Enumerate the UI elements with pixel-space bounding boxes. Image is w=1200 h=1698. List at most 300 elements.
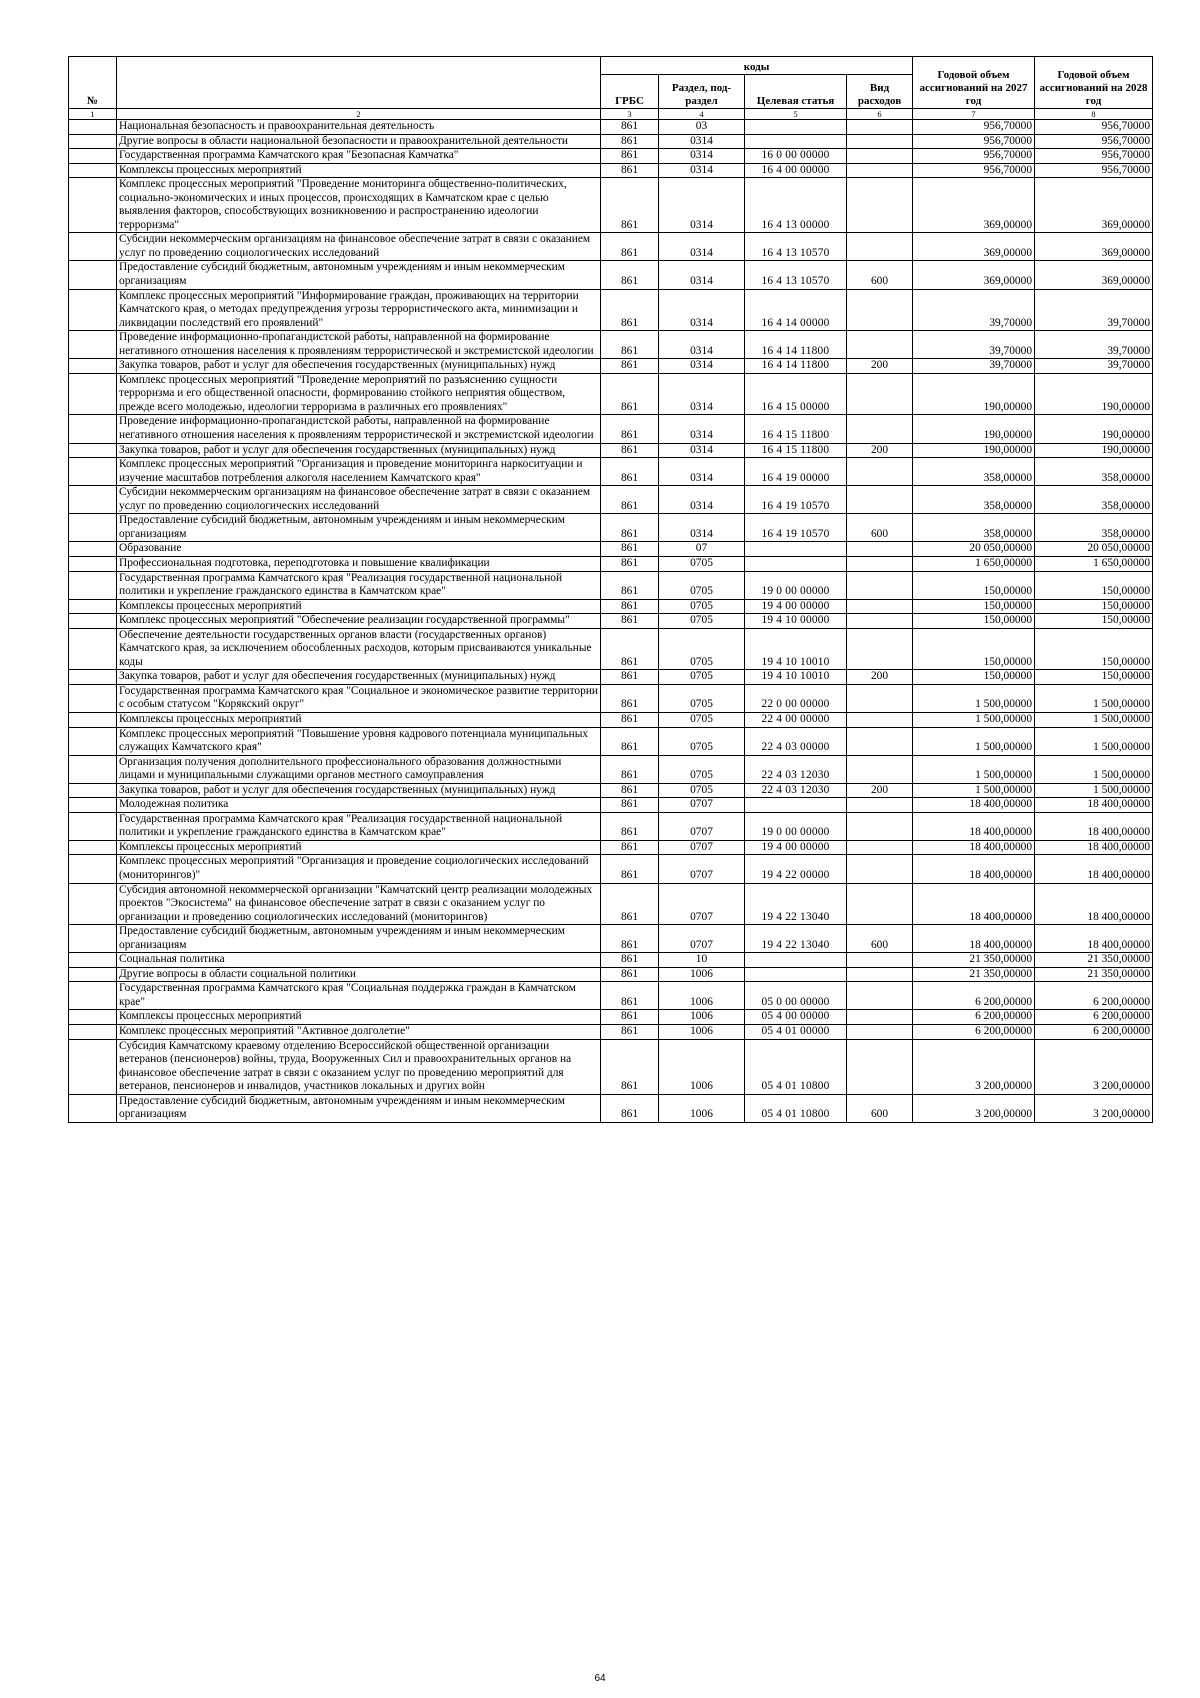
row-name-cell: Предоставление субсидий бюджетным, автономным учреждениям и иным некоммерческим организациям xyxy=(117,261,601,289)
target-article-cell: 05 4 01 00000 xyxy=(745,1025,847,1040)
grbs-cell: 861 xyxy=(601,812,659,840)
row-number-cell xyxy=(69,415,117,443)
amount-2027-cell: 190,00000 xyxy=(913,373,1035,415)
amount-2028-cell: 150,00000 xyxy=(1035,599,1153,614)
amount-2028-cell: 369,00000 xyxy=(1035,261,1153,289)
amount-2028-cell: 20 050,00000 xyxy=(1035,542,1153,557)
row-number-cell xyxy=(69,1039,117,1094)
target-article-cell: 16 4 15 11800 xyxy=(745,415,847,443)
expense-type-cell xyxy=(847,599,913,614)
grbs-cell: 861 xyxy=(601,556,659,571)
grbs-cell: 861 xyxy=(601,331,659,359)
header-target-article: Целевая статья xyxy=(745,75,847,109)
amount-2028-cell: 369,00000 xyxy=(1035,233,1153,261)
expense-type-cell xyxy=(847,542,913,557)
expense-type-cell xyxy=(847,556,913,571)
expense-type-cell xyxy=(847,486,913,514)
table-row xyxy=(69,783,1153,798)
amount-2027-cell: 18 400,00000 xyxy=(913,798,1035,813)
amount-2028-cell: 18 400,00000 xyxy=(1035,840,1153,855)
row-name-cell: Государственная программа Камчатского края "Социальное и экономическое развитие территории с особым статусом "Корякский округ" xyxy=(117,684,601,712)
table-row xyxy=(69,712,1153,727)
row-name-cell: Закупка товаров, работ и услуг для обеспечения государственных (муниципальных) нужд xyxy=(117,783,601,798)
section-cell: 0707 xyxy=(659,812,745,840)
grbs-cell: 861 xyxy=(601,134,659,149)
target-article-cell: 16 4 19 00000 xyxy=(745,458,847,486)
expense-type-cell: 200 xyxy=(847,783,913,798)
grbs-cell: 861 xyxy=(601,120,659,135)
grbs-cell: 861 xyxy=(601,486,659,514)
grbs-cell: 861 xyxy=(601,571,659,599)
amount-2027-cell: 358,00000 xyxy=(913,486,1035,514)
grbs-cell: 861 xyxy=(601,233,659,261)
row-name-cell: Образование xyxy=(117,542,601,557)
table-row xyxy=(69,883,1153,925)
section-cell: 0705 xyxy=(659,628,745,670)
amount-2028-cell: 369,00000 xyxy=(1035,178,1153,233)
row-name-cell: Молодежная политика xyxy=(117,798,601,813)
row-number-cell xyxy=(69,289,117,331)
section-cell: 0314 xyxy=(659,233,745,261)
amount-2028-cell: 190,00000 xyxy=(1035,443,1153,458)
row-number-cell xyxy=(69,359,117,374)
target-article-cell: 05 4 01 10800 xyxy=(745,1094,847,1122)
expense-type-cell xyxy=(847,812,913,840)
amount-2027-cell: 18 400,00000 xyxy=(913,883,1035,925)
amount-2027-cell: 21 350,00000 xyxy=(913,953,1035,968)
target-article-cell: 19 4 10 10010 xyxy=(745,670,847,685)
header-codes: коды xyxy=(601,57,913,75)
target-article-cell: 22 4 03 12030 xyxy=(745,755,847,783)
row-name-cell: Закупка товаров, работ и услуг для обеспечения государственных (муниципальных) нужд xyxy=(117,670,601,685)
table-row xyxy=(69,261,1153,289)
row-name-cell: Обеспечение деятельности государственных органов власти (государственных органов) Камчатского края, за исключением обособленных расходов, которым присваиваются уникальные коды xyxy=(117,628,601,670)
row-number-cell xyxy=(69,925,117,953)
amount-2027-cell: 6 200,00000 xyxy=(913,1025,1035,1040)
row-number-cell xyxy=(69,443,117,458)
target-article-cell: 16 4 00 00000 xyxy=(745,163,847,178)
expense-type-cell xyxy=(847,1010,913,1025)
amount-2027-cell: 39,70000 xyxy=(913,359,1035,374)
target-article-cell: 16 4 14 11800 xyxy=(745,359,847,374)
expense-type-cell xyxy=(847,614,913,629)
column-index: 5 xyxy=(745,109,847,120)
amount-2027-cell: 1 500,00000 xyxy=(913,783,1035,798)
amount-2027-cell: 1 500,00000 xyxy=(913,755,1035,783)
row-name-cell: Комплекс процессных мероприятий "Организация и проведение социологических исследований (мониторингов)" xyxy=(117,855,601,883)
table-row xyxy=(69,359,1153,374)
grbs-cell: 861 xyxy=(601,443,659,458)
expense-type-cell xyxy=(847,149,913,164)
row-number-cell xyxy=(69,178,117,233)
section-cell: 0314 xyxy=(659,289,745,331)
section-cell: 03 xyxy=(659,120,745,135)
section-cell: 1006 xyxy=(659,1010,745,1025)
header-year-2027: Годовой объем ассигнований на 2027 год xyxy=(913,57,1035,109)
grbs-cell: 861 xyxy=(601,359,659,374)
target-article-cell: 16 0 00 00000 xyxy=(745,149,847,164)
target-article-cell: 19 0 00 00000 xyxy=(745,812,847,840)
row-name-cell: Проведение информационно-пропагандистской работы, направленной на формирование негативного отношения населения к проявлениям террористической и экстремистской идеологии xyxy=(117,331,601,359)
section-cell: 0707 xyxy=(659,883,745,925)
amount-2028-cell: 358,00000 xyxy=(1035,486,1153,514)
amount-2027-cell: 150,00000 xyxy=(913,571,1035,599)
expense-type-cell xyxy=(847,415,913,443)
row-name-cell: Предоставление субсидий бюджетным, автономным учреждениям и иным некоммерческим организациям xyxy=(117,514,601,542)
row-name-cell: Предоставление субсидий бюджетным, автономным учреждениям и иным некоммерческим организациям xyxy=(117,925,601,953)
section-cell: 0314 xyxy=(659,514,745,542)
target-article-cell xyxy=(745,953,847,968)
grbs-cell: 861 xyxy=(601,855,659,883)
grbs-cell: 861 xyxy=(601,670,659,685)
grbs-cell: 861 xyxy=(601,1039,659,1094)
row-number-cell xyxy=(69,840,117,855)
column-index: 7 xyxy=(913,109,1035,120)
row-number-cell xyxy=(69,982,117,1010)
expense-type-cell xyxy=(847,755,913,783)
row-name-cell: Проведение информационно-пропагандистской работы, направленной на формирование негативного отношения населения к проявлениям террористической и экстремистской идеологии xyxy=(117,415,601,443)
amount-2027-cell: 6 200,00000 xyxy=(913,1010,1035,1025)
table-row xyxy=(69,599,1153,614)
amount-2028-cell: 956,70000 xyxy=(1035,134,1153,149)
amount-2028-cell: 1 500,00000 xyxy=(1035,712,1153,727)
expense-type-cell: 200 xyxy=(847,443,913,458)
section-cell: 0314 xyxy=(659,373,745,415)
grbs-cell: 861 xyxy=(601,614,659,629)
table-row xyxy=(69,134,1153,149)
amount-2027-cell: 39,70000 xyxy=(913,289,1035,331)
expense-type-cell xyxy=(847,571,913,599)
row-name-cell: Организация получения дополнительного профессионального образования должностными лицами и муниципальными служащими органов местного самоуправления xyxy=(117,755,601,783)
expense-type-cell xyxy=(847,883,913,925)
amount-2027-cell: 18 400,00000 xyxy=(913,812,1035,840)
expense-type-cell: 200 xyxy=(847,359,913,374)
target-article-cell: 16 4 13 00000 xyxy=(745,178,847,233)
section-cell: 0707 xyxy=(659,855,745,883)
row-number-cell xyxy=(69,670,117,685)
target-article-cell: 16 4 14 11800 xyxy=(745,331,847,359)
amount-2028-cell: 6 200,00000 xyxy=(1035,1010,1153,1025)
target-article-cell xyxy=(745,556,847,571)
target-article-cell: 16 4 15 11800 xyxy=(745,443,847,458)
section-cell: 0314 xyxy=(659,134,745,149)
row-number-cell xyxy=(69,120,117,135)
expense-type-cell xyxy=(847,712,913,727)
column-index: 8 xyxy=(1035,109,1153,120)
target-article-cell: 22 0 00 00000 xyxy=(745,684,847,712)
section-cell: 0314 xyxy=(659,261,745,289)
table-row xyxy=(69,727,1153,755)
amount-2028-cell: 1 500,00000 xyxy=(1035,727,1153,755)
budget-table xyxy=(68,56,1153,1123)
expense-type-cell xyxy=(847,134,913,149)
section-cell: 0314 xyxy=(659,458,745,486)
row-number-cell xyxy=(69,1010,117,1025)
expense-type-cell xyxy=(847,233,913,261)
row-name-cell: Профессиональная подготовка, переподготовка и повышение квалификации xyxy=(117,556,601,571)
row-name-cell: Комплексы процессных мероприятий xyxy=(117,840,601,855)
row-name-cell: Государственная программа Камчатского края "Реализация государственной национальной политики и укрепление гражданского единства в Камчатском крае" xyxy=(117,812,601,840)
expense-type-cell xyxy=(847,120,913,135)
amount-2027-cell: 150,00000 xyxy=(913,628,1035,670)
table-row xyxy=(69,178,1153,233)
row-number-cell xyxy=(69,755,117,783)
target-article-cell: 22 4 03 12030 xyxy=(745,783,847,798)
amount-2027-cell: 18 400,00000 xyxy=(913,855,1035,883)
row-name-cell: Комплекс процессных мероприятий "Обеспечение реализации государственной программы" xyxy=(117,614,601,629)
section-cell: 0705 xyxy=(659,614,745,629)
amount-2027-cell: 358,00000 xyxy=(913,458,1035,486)
row-name-cell: Субсидии некоммерческим организациям на финансовое обеспечение затрат в связи с оказанием услуг по проведению социологических исследований xyxy=(117,486,601,514)
amount-2027-cell: 1 500,00000 xyxy=(913,712,1035,727)
row-name-cell: Субсидия Камчатскому краевому отделению Всероссийской общественной организации ветеранов (пенсионеров) войны, труда, Вооруженных Сил и правоохранительных органов на финансовое обеспечение затрат в связи с оказанием услуг по проведению мероприятий для ветеранов, пенсионеров и инвалидов, участников локальных и других войн xyxy=(117,1039,601,1094)
grbs-cell: 861 xyxy=(601,925,659,953)
header-year-2028: Годовой объем ассигнований на 2028 год xyxy=(1035,57,1153,109)
row-number-cell xyxy=(69,373,117,415)
table-row xyxy=(69,840,1153,855)
row-name-cell: Национальная безопасность и правоохранительная деятельность xyxy=(117,120,601,135)
expense-type-cell: 600 xyxy=(847,514,913,542)
row-name-cell: Социальная политика xyxy=(117,953,601,968)
expense-type-cell: 600 xyxy=(847,1094,913,1122)
expense-type-cell xyxy=(847,163,913,178)
table-row xyxy=(69,331,1153,359)
grbs-cell: 861 xyxy=(601,967,659,982)
row-name-cell: Комплекс процессных мероприятий "Повышение уровня кадрового потенциала муниципальных служащих Камчатского края" xyxy=(117,727,601,755)
table-row xyxy=(69,1025,1153,1040)
amount-2028-cell: 18 400,00000 xyxy=(1035,855,1153,883)
table-row xyxy=(69,1010,1153,1025)
grbs-cell: 861 xyxy=(601,163,659,178)
table-row xyxy=(69,486,1153,514)
section-cell: 1006 xyxy=(659,982,745,1010)
row-name-cell: Государственная программа Камчатского края "Безопасная Камчатка" xyxy=(117,149,601,164)
row-number-cell xyxy=(69,556,117,571)
target-article-cell: 19 4 22 00000 xyxy=(745,855,847,883)
amount-2027-cell: 21 350,00000 xyxy=(913,967,1035,982)
row-number-cell xyxy=(69,855,117,883)
section-cell: 1006 xyxy=(659,1025,745,1040)
grbs-cell: 861 xyxy=(601,883,659,925)
table-row xyxy=(69,1039,1153,1094)
amount-2028-cell: 18 400,00000 xyxy=(1035,812,1153,840)
row-number-cell xyxy=(69,486,117,514)
target-article-cell: 19 0 00 00000 xyxy=(745,571,847,599)
amount-2028-cell: 358,00000 xyxy=(1035,458,1153,486)
expense-type-cell: 600 xyxy=(847,925,913,953)
section-cell: 0314 xyxy=(659,359,745,374)
target-article-cell xyxy=(745,542,847,557)
table-row xyxy=(69,1094,1153,1122)
target-article-cell: 19 4 10 00000 xyxy=(745,614,847,629)
row-name-cell: Закупка товаров, работ и услуг для обеспечения государственных (муниципальных) нужд xyxy=(117,443,601,458)
amount-2028-cell: 956,70000 xyxy=(1035,120,1153,135)
row-number-cell xyxy=(69,261,117,289)
amount-2027-cell: 190,00000 xyxy=(913,415,1035,443)
grbs-cell: 861 xyxy=(601,783,659,798)
row-number-cell xyxy=(69,1025,117,1040)
row-number-cell xyxy=(69,331,117,359)
expense-type-cell xyxy=(847,331,913,359)
amount-2027-cell: 18 400,00000 xyxy=(913,840,1035,855)
grbs-cell: 861 xyxy=(601,712,659,727)
row-number-cell xyxy=(69,614,117,629)
grbs-cell: 861 xyxy=(601,1025,659,1040)
grbs-cell: 861 xyxy=(601,149,659,164)
expense-type-cell xyxy=(847,289,913,331)
row-number-cell xyxy=(69,542,117,557)
table-row xyxy=(69,149,1153,164)
row-number-cell xyxy=(69,953,117,968)
amount-2028-cell: 956,70000 xyxy=(1035,163,1153,178)
table-row xyxy=(69,415,1153,443)
amount-2027-cell: 1 500,00000 xyxy=(913,727,1035,755)
grbs-cell: 861 xyxy=(601,178,659,233)
amount-2028-cell: 190,00000 xyxy=(1035,415,1153,443)
amount-2028-cell: 39,70000 xyxy=(1035,331,1153,359)
amount-2027-cell: 956,70000 xyxy=(913,134,1035,149)
table-row xyxy=(69,163,1153,178)
amount-2028-cell: 18 400,00000 xyxy=(1035,798,1153,813)
section-cell: 0314 xyxy=(659,443,745,458)
amount-2028-cell: 1 500,00000 xyxy=(1035,755,1153,783)
target-article-cell: 16 4 19 10570 xyxy=(745,486,847,514)
expense-type-cell xyxy=(847,967,913,982)
section-cell: 0314 xyxy=(659,178,745,233)
expense-type-cell: 200 xyxy=(847,670,913,685)
column-index: 1 xyxy=(69,109,117,120)
table-row xyxy=(69,289,1153,331)
table-row xyxy=(69,628,1153,670)
section-cell: 0314 xyxy=(659,149,745,164)
row-name-cell: Другие вопросы в области национальной безопасности и правоохранительной деятельности xyxy=(117,134,601,149)
grbs-cell: 861 xyxy=(601,542,659,557)
target-article-cell: 05 4 01 10800 xyxy=(745,1039,847,1094)
table-row xyxy=(69,556,1153,571)
amount-2028-cell: 956,70000 xyxy=(1035,149,1153,164)
table-row xyxy=(69,458,1153,486)
table-row xyxy=(69,755,1153,783)
header-grbs: ГРБС xyxy=(601,75,659,109)
expense-type-cell xyxy=(847,798,913,813)
table-row xyxy=(69,443,1153,458)
row-number-cell xyxy=(69,599,117,614)
row-number-cell xyxy=(69,233,117,261)
amount-2027-cell: 956,70000 xyxy=(913,163,1035,178)
amount-2027-cell: 190,00000 xyxy=(913,443,1035,458)
row-name-cell: Государственная программа Камчатского края "Реализация государственной национальной политики и укрепление гражданского единства в Камчатском крае" xyxy=(117,571,601,599)
table-row xyxy=(69,684,1153,712)
amount-2027-cell: 1 650,00000 xyxy=(913,556,1035,571)
table-row xyxy=(69,953,1153,968)
grbs-cell: 861 xyxy=(601,514,659,542)
grbs-cell: 861 xyxy=(601,1010,659,1025)
amount-2027-cell: 20 050,00000 xyxy=(913,542,1035,557)
grbs-cell: 861 xyxy=(601,599,659,614)
grbs-cell: 861 xyxy=(601,684,659,712)
row-name-cell: Субсидия автономной некоммерческой организации "Камчатский центр реализации молодежных проектов "Экосистема" на финансовое обеспечение затрат в связи с оказанием услуг по организации и проведению социологических исследований (мониторингов) xyxy=(117,883,601,925)
column-index: 4 xyxy=(659,109,745,120)
amount-2028-cell: 3 200,00000 xyxy=(1035,1039,1153,1094)
amount-2028-cell: 39,70000 xyxy=(1035,289,1153,331)
section-cell: 0705 xyxy=(659,670,745,685)
row-name-cell: Закупка товаров, работ и услуг для обеспечения государственных (муниципальных) нужд xyxy=(117,359,601,374)
column-index: 3 xyxy=(601,109,659,120)
section-cell: 0314 xyxy=(659,415,745,443)
table-row xyxy=(69,542,1153,557)
amount-2027-cell: 3 200,00000 xyxy=(913,1039,1035,1094)
section-cell: 07 xyxy=(659,542,745,557)
section-cell: 0314 xyxy=(659,163,745,178)
column-index: 2 xyxy=(117,109,601,120)
row-number-cell xyxy=(69,783,117,798)
expense-type-cell xyxy=(847,1025,913,1040)
section-cell: 0705 xyxy=(659,684,745,712)
amount-2028-cell: 358,00000 xyxy=(1035,514,1153,542)
page-number: 64 xyxy=(594,1673,606,1684)
header-section: Раздел, под-раздел xyxy=(659,75,745,109)
expense-type-cell xyxy=(847,628,913,670)
amount-2027-cell: 369,00000 xyxy=(913,261,1035,289)
grbs-cell: 861 xyxy=(601,1094,659,1122)
expense-type-cell: 600 xyxy=(847,261,913,289)
section-cell: 0707 xyxy=(659,840,745,855)
amount-2027-cell: 956,70000 xyxy=(913,120,1035,135)
row-number-cell xyxy=(69,712,117,727)
row-number-cell xyxy=(69,514,117,542)
expense-type-cell xyxy=(847,458,913,486)
table-row xyxy=(69,812,1153,840)
section-cell: 1006 xyxy=(659,1094,745,1122)
row-name-cell: Субсидии некоммерческим организациям на финансовое обеспечение затрат в связи с оказанием услуг по проведению социологических исследований xyxy=(117,233,601,261)
section-cell: 0705 xyxy=(659,783,745,798)
table-row xyxy=(69,373,1153,415)
amount-2027-cell: 3 200,00000 xyxy=(913,1094,1035,1122)
amount-2027-cell: 150,00000 xyxy=(913,599,1035,614)
table-row xyxy=(69,982,1153,1010)
target-article-cell: 16 4 14 00000 xyxy=(745,289,847,331)
table-row xyxy=(69,798,1153,813)
section-cell: 0707 xyxy=(659,925,745,953)
section-cell: 0705 xyxy=(659,755,745,783)
row-name-cell: Комплекс процессных мероприятий "Активное долголетие" xyxy=(117,1025,601,1040)
row-name-cell: Государственная программа Камчатского края "Социальная поддержка граждан в Камчатском крае" xyxy=(117,982,601,1010)
section-cell: 0314 xyxy=(659,331,745,359)
table-row xyxy=(69,670,1153,685)
section-cell: 0705 xyxy=(659,712,745,727)
section-cell: 0705 xyxy=(659,727,745,755)
section-cell: 10 xyxy=(659,953,745,968)
amount-2027-cell: 18 400,00000 xyxy=(913,925,1035,953)
grbs-cell: 861 xyxy=(601,261,659,289)
grbs-cell: 861 xyxy=(601,727,659,755)
amount-2027-cell: 369,00000 xyxy=(913,178,1035,233)
target-article-cell: 05 4 00 00000 xyxy=(745,1010,847,1025)
amount-2028-cell: 39,70000 xyxy=(1035,359,1153,374)
expense-type-cell xyxy=(847,855,913,883)
row-name-cell: Предоставление субсидий бюджетным, автономным учреждениям и иным некоммерческим организациям xyxy=(117,1094,601,1122)
grbs-cell: 861 xyxy=(601,840,659,855)
grbs-cell: 861 xyxy=(601,798,659,813)
header-name xyxy=(117,57,601,109)
table-row xyxy=(69,614,1153,629)
amount-2028-cell: 150,00000 xyxy=(1035,670,1153,685)
row-name-cell: Другие вопросы в области социальной политики xyxy=(117,967,601,982)
table-row xyxy=(69,967,1153,982)
amount-2028-cell: 150,00000 xyxy=(1035,614,1153,629)
expense-type-cell xyxy=(847,178,913,233)
amount-2028-cell: 150,00000 xyxy=(1035,628,1153,670)
